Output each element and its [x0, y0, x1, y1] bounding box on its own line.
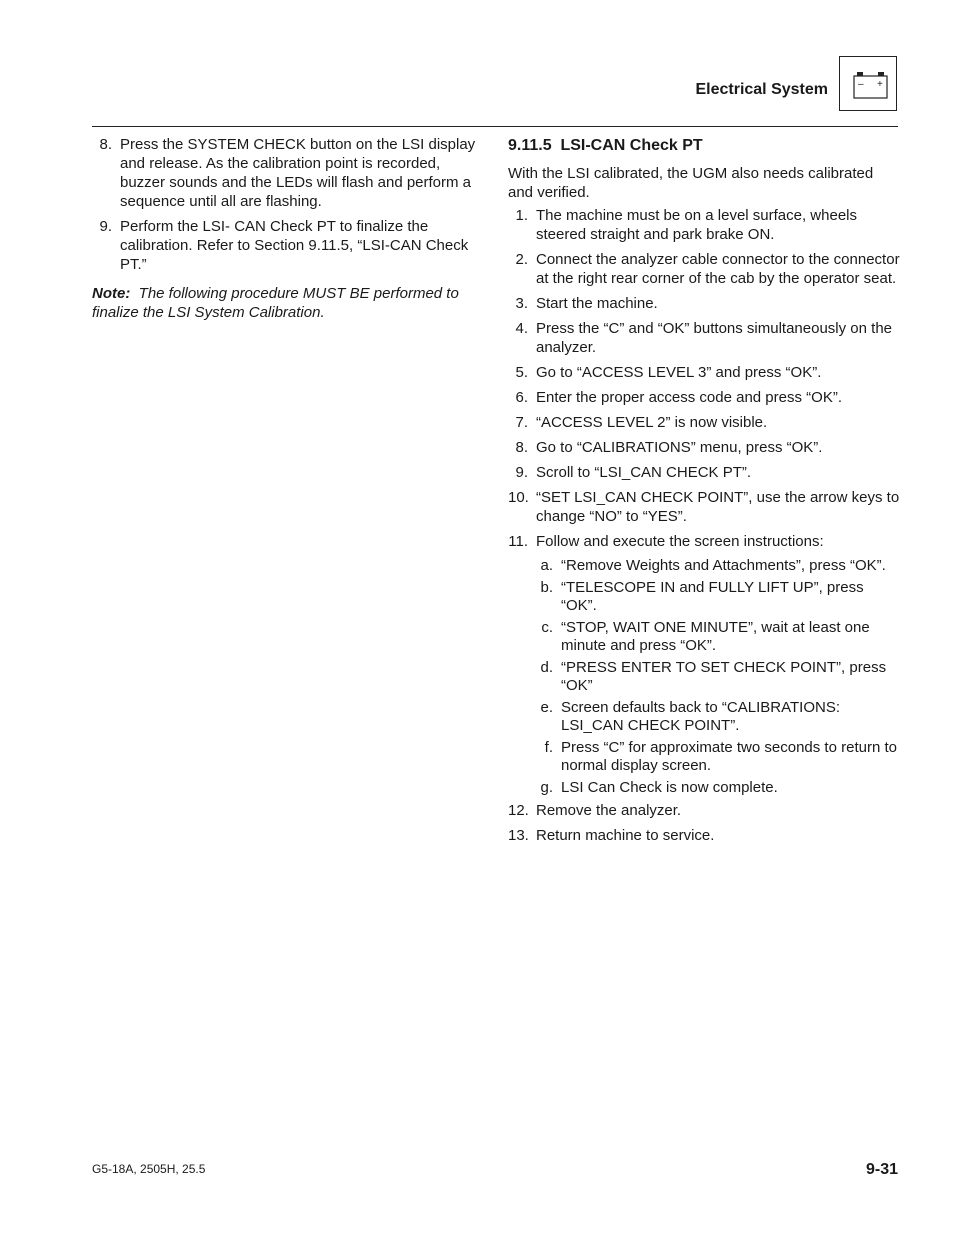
list-item-number: 3.	[515, 295, 528, 312]
list-item	[508, 250, 900, 288]
sub-list-item-text: Press “C” for approximate two seconds to return to normal display screen.	[561, 739, 897, 774]
sub-list-item-text: Screen defaults back to “CALIBRATIONS: LSI_CAN CHECK POINT”.	[561, 699, 841, 734]
footer-doc-reference: G5-18A, 2505H, 25.5	[92, 1162, 206, 1176]
list-item-number: 13.	[508, 827, 529, 844]
list-item-number: 11.	[508, 533, 528, 550]
sub-list-item	[508, 699, 900, 735]
list-item	[508, 826, 900, 845]
page-number: 9-31	[865, 1161, 898, 1178]
note-label: Note:	[92, 285, 131, 302]
list-item	[508, 388, 900, 407]
sub-list-item	[508, 619, 900, 655]
list-item-text: “SET LSI_CAN CHECK POINT”, use the arrow keys to change “NO” to “YES”.	[536, 489, 900, 525]
list-item	[92, 135, 482, 211]
list-item-number: 7.	[515, 414, 528, 431]
list-item-number: 9.	[515, 464, 528, 481]
list-item-text: Enter the proper access code and press “OK”.	[536, 389, 842, 406]
battery-minus-label: –	[858, 79, 864, 90]
list-item-text: Return machine to service.	[536, 827, 715, 844]
battery-plus-label: +	[877, 79, 883, 90]
list-item-text: Press the SYSTEM CHECK button on the LSI display and release. As the calibration point is recorded, buzzer sounds and the LEDs will flash and perform a sequence until all are flashing.	[120, 136, 476, 210]
sub-list-item	[508, 557, 900, 575]
right-column	[508, 135, 900, 851]
list-item	[508, 206, 900, 244]
sub-list-item-letter: f.	[544, 739, 553, 756]
list-item	[508, 801, 900, 820]
list-item-text: Go to “ACCESS LEVEL 3” and press “OK”.	[536, 364, 822, 381]
list-item-text: Follow and execute the screen instructions:	[536, 533, 824, 550]
list-item-number: 10.	[508, 489, 529, 506]
list-item-text: The machine must be on a level surface, wheels steered straight and park brake ON.	[536, 207, 857, 243]
list-item-number: 6.	[515, 389, 528, 406]
list-item-number: 8.	[99, 136, 112, 153]
list-item-number: 5.	[515, 364, 528, 381]
list-item-text: Scroll to “LSI_CAN CHECK PT”.	[536, 464, 752, 481]
sub-list-item-letter: e.	[540, 699, 553, 716]
list-item-number: 9.	[99, 218, 112, 235]
list-item-text: Perform the LSI- CAN Check PT to finalize the calibration. Refer to Section 9.11.5, “LSI-CAN Check PT.”	[120, 218, 469, 273]
list-item	[508, 363, 900, 382]
note-text: The following procedure MUST BE performed to finalize the LSI System Calibration.	[92, 285, 459, 321]
list-item-number: 4.	[515, 320, 528, 337]
header-divider	[92, 126, 898, 127]
list-item-number: 12.	[508, 802, 529, 819]
sub-list-item-letter: d.	[540, 659, 553, 676]
sub-list-item-text: “PRESS ENTER TO SET CHECK POINT”, press “OK”	[561, 659, 887, 694]
battery-icon	[840, 57, 896, 110]
sub-list-item-letter: a.	[540, 557, 553, 574]
sub-list-item	[508, 659, 900, 695]
list-item-number: 2.	[515, 251, 528, 268]
section-heading	[508, 136, 900, 155]
header-icon-box	[839, 56, 897, 111]
sub-list-item-letter: b.	[540, 579, 553, 596]
list-item-text: Connect the analyzer cable connector to the connector at the right rear corner of the cab by the operator seat.	[536, 251, 900, 287]
list-item	[508, 438, 900, 457]
list-item-text: Press the “C” and “OK” buttons simultaneously on the analyzer.	[536, 320, 893, 356]
list-item	[508, 319, 900, 357]
list-item	[508, 532, 900, 551]
list-item-number: 8.	[515, 439, 528, 456]
note	[92, 284, 482, 322]
sub-list-item-text: “TELESCOPE IN and FULLY LIFT UP”, press “OK”.	[561, 579, 864, 614]
list-item	[508, 294, 900, 313]
list-item-text: Go to “CALIBRATIONS” menu, press “OK”.	[536, 439, 823, 456]
list-item-text: “ACCESS LEVEL 2” is now visible.	[536, 414, 768, 431]
sub-list-item	[508, 739, 900, 775]
sub-list-item-letter: c.	[541, 619, 553, 636]
list-item-text: Start the machine.	[536, 295, 658, 312]
sub-list-item-text: “STOP, WAIT ONE MINUTE”, wait at least one minute and press “OK”.	[561, 619, 870, 654]
sub-list-item	[508, 579, 900, 615]
section-header-title: Electrical System	[695, 81, 828, 98]
sub-list-item	[508, 779, 900, 797]
list-item-text: Remove the analyzer.	[536, 802, 682, 819]
intro-paragraph: With the LSI calibrated, the UGM also needs calibrated and verified.	[508, 165, 874, 201]
left-column	[92, 135, 482, 322]
sub-list-item-text: LSI Can Check is now complete.	[561, 779, 778, 796]
sub-list-item-letter: g.	[540, 779, 553, 796]
section-number: 9.11.5	[508, 137, 552, 154]
list-item	[508, 488, 900, 526]
list-item-number: 1.	[515, 207, 528, 224]
section-title: LSI-CAN Check PT	[560, 137, 703, 154]
sub-list-item-text: “Remove Weights and Attachments”, press “OK”.	[561, 557, 886, 574]
list-item	[508, 413, 900, 432]
list-item	[92, 217, 482, 274]
list-item	[508, 463, 900, 482]
